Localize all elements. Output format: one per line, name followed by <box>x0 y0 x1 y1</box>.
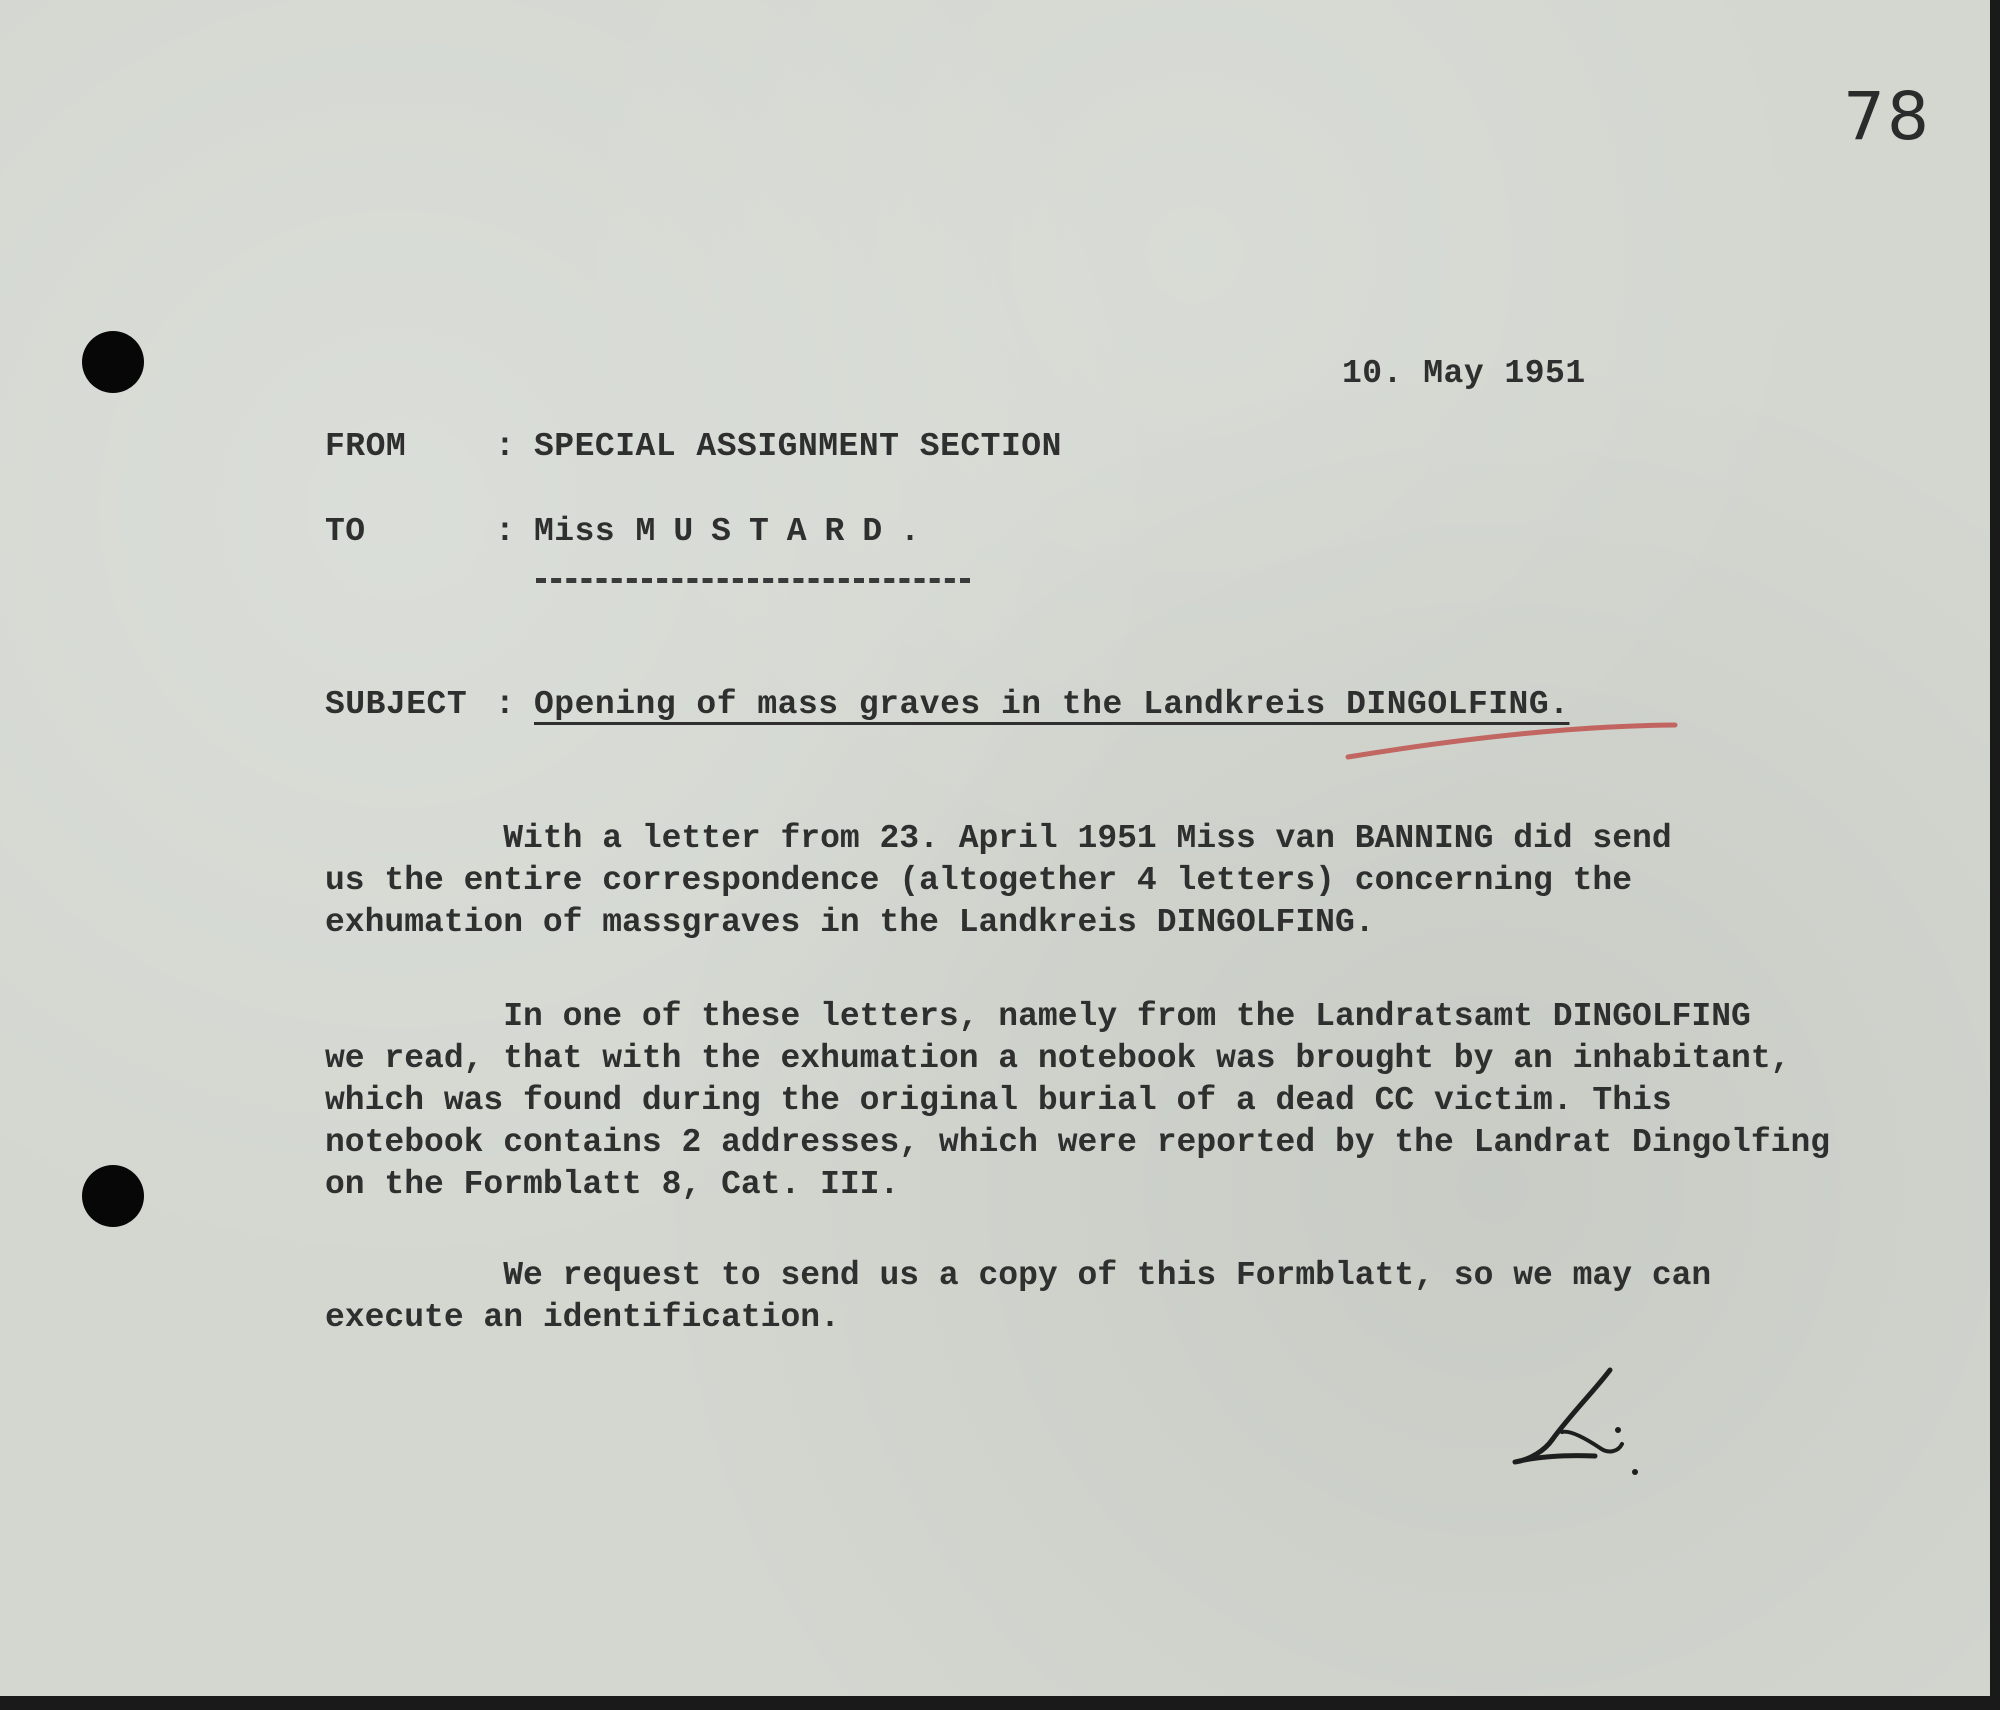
subject-value: Opening of mass graves in the Landkreis DINGOLFING. <box>534 686 1570 723</box>
paragraph-line: We request to send us a copy of this Formblatt, so we may can <box>325 1257 1712 1294</box>
paragraph-line: notebook contains 2 addresses, which were reported by the Landrat Dingolfing <box>325 1124 1831 1161</box>
to-colon: : <box>495 513 516 550</box>
from-label: FROM <box>325 428 407 465</box>
subject-colon: : <box>495 686 516 723</box>
paragraph-1 <box>325 818 1925 944</box>
to-label: TO <box>325 513 366 550</box>
subject-label: SUBJECT <box>325 686 468 723</box>
paragraph-3 <box>325 1255 1925 1339</box>
paragraph-line: exhumation of massgraves in the Landkreis DINGOLFING. <box>325 904 1375 941</box>
punch-hole-bottom <box>82 1165 144 1227</box>
to-value <box>534 513 938 550</box>
paragraph-2 <box>325 996 1925 1206</box>
paragraph-line: on the Formblatt 8, Cat. III. <box>325 1166 900 1203</box>
paragraph-line: In one of these letters, namely from the Landratsamt DINGOLFING <box>325 998 1751 1035</box>
paragraph-line: which was found during the original burial of a dead CC victim. This <box>325 1082 1672 1119</box>
from-colon: : <box>495 428 516 465</box>
paragraph-line: execute an identification. <box>325 1299 840 1336</box>
handwritten-signature <box>1500 1360 1660 1480</box>
paragraph-line: With a letter from 23. April 1951 Miss van BANNING did send <box>325 820 1672 857</box>
to-prefix: Miss <box>534 513 616 550</box>
from-value: SPECIAL ASSIGNMENT SECTION <box>534 428 1062 465</box>
memo-date: 10. May 1951 <box>1342 355 1586 392</box>
to-name: MUSTARD. <box>635 513 938 550</box>
paragraph-line: us the entire correspondence (altogether 4 letters) concerning the <box>325 862 1633 899</box>
paragraph-line: we read, that with the exhumation a notebook was brought by an inhabitant, <box>325 1040 1791 1077</box>
punch-hole-top <box>82 331 144 393</box>
page-number: 78 <box>1843 78 1931 155</box>
to-underline <box>536 578 970 583</box>
